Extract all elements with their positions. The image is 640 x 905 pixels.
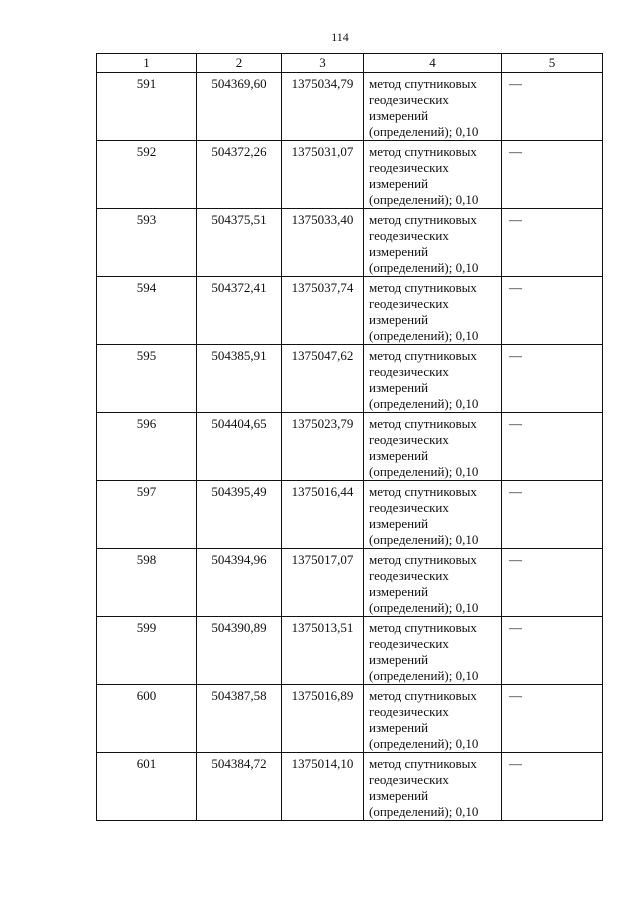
method-cell: метод спутниковых геодезических измерений (определений); 0,10 [364,617,502,685]
point-number-cell: 600 [97,685,197,753]
x-coordinate-cell: 504395,49 [197,481,282,549]
header-row [97,54,603,73]
method-cell: метод спутниковых геодезических измерений (определений); 0,10 [364,685,502,753]
header-col-4: 4 [364,54,502,73]
point-number-cell: 595 [97,345,197,413]
note-cell: — [502,549,603,617]
note-cell: — [502,753,603,821]
header-col-5: 5 [502,54,603,73]
note-cell: — [502,141,603,209]
point-number-cell: 594 [97,277,197,345]
note-cell: — [502,413,603,481]
note-cell: — [502,73,603,141]
note-cell: — [502,345,603,413]
coordinates-table [96,53,603,821]
y-coordinate-cell: 1375047,62 [282,345,364,413]
point-number-cell: 599 [97,617,197,685]
table-row [97,345,603,413]
table-row [97,481,603,549]
table-row [97,617,603,685]
x-coordinate-cell: 504387,58 [197,685,282,753]
header-col-1: 1 [97,54,197,73]
table-body [97,73,603,821]
point-number-cell: 592 [97,141,197,209]
y-coordinate-cell: 1375031,07 [282,141,364,209]
table-row [97,753,603,821]
table-row [97,549,603,617]
x-coordinate-cell: 504404,65 [197,413,282,481]
table-row [97,141,603,209]
x-coordinate-cell: 504375,51 [197,209,282,277]
note-cell: — [502,685,603,753]
point-number-cell: 593 [97,209,197,277]
method-cell: метод спутниковых геодезических измерений (определений); 0,10 [364,277,502,345]
y-coordinate-cell: 1375014,10 [282,753,364,821]
table-row [97,277,603,345]
header-col-2: 2 [197,54,282,73]
method-cell: метод спутниковых геодезических измерений (определений); 0,10 [364,549,502,617]
table-row [97,413,603,481]
y-coordinate-cell: 1375033,40 [282,209,364,277]
x-coordinate-cell: 504394,96 [197,549,282,617]
y-coordinate-cell: 1375037,74 [282,277,364,345]
method-cell: метод спутниковых геодезических измерений (определений); 0,10 [364,73,502,141]
method-cell: метод спутниковых геодезических измерений (определений); 0,10 [364,209,502,277]
method-cell: метод спутниковых геодезических измерений (определений); 0,10 [364,141,502,209]
point-number-cell: 591 [97,73,197,141]
x-coordinate-cell: 504369,60 [197,73,282,141]
method-cell: метод спутниковых геодезических измерений (определений); 0,10 [364,753,502,821]
note-cell: — [502,277,603,345]
note-cell: — [502,209,603,277]
point-number-cell: 598 [97,549,197,617]
header-col-3: 3 [282,54,364,73]
x-coordinate-cell: 504372,41 [197,277,282,345]
point-number-cell: 597 [97,481,197,549]
x-coordinate-cell: 504390,89 [197,617,282,685]
y-coordinate-cell: 1375013,51 [282,617,364,685]
method-cell: метод спутниковых геодезических измерений (определений); 0,10 [364,345,502,413]
x-coordinate-cell: 504384,72 [197,753,282,821]
table-row [97,73,603,141]
table-row [97,209,603,277]
y-coordinate-cell: 1375017,07 [282,549,364,617]
table-row [97,685,603,753]
x-coordinate-cell: 504385,91 [197,345,282,413]
table-header [97,54,603,73]
y-coordinate-cell: 1375016,44 [282,481,364,549]
note-cell: — [502,481,603,549]
point-number-cell: 601 [97,753,197,821]
page-number: 114 [331,30,349,44]
y-coordinate-cell: 1375016,89 [282,685,364,753]
method-cell: метод спутниковых геодезических измерений (определений); 0,10 [364,413,502,481]
y-coordinate-cell: 1375034,79 [282,73,364,141]
note-cell: — [502,617,603,685]
method-cell: метод спутниковых геодезических измерений (определений); 0,10 [364,481,502,549]
x-coordinate-cell: 504372,26 [197,141,282,209]
point-number-cell: 596 [97,413,197,481]
y-coordinate-cell: 1375023,79 [282,413,364,481]
